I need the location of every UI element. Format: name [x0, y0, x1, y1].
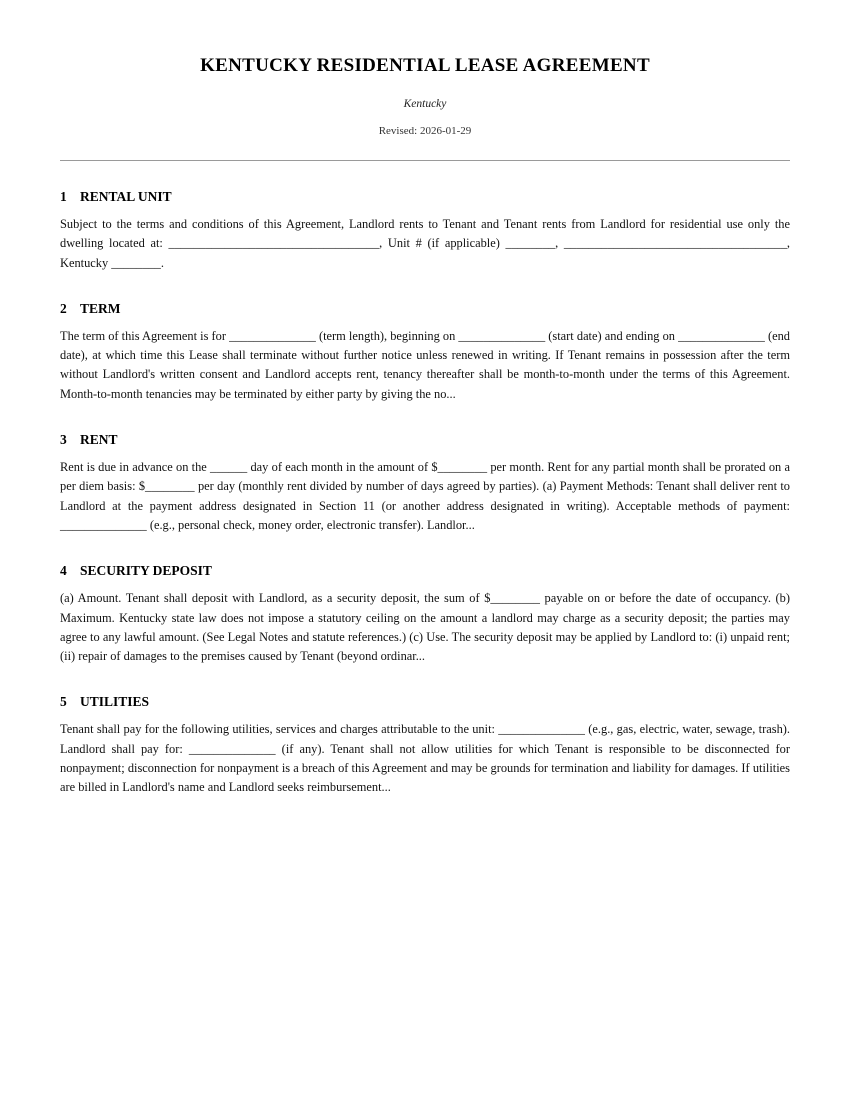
- section-term: [60, 300, 790, 404]
- section-body: Rent is due in advance on the ______ day of each month in the amount of $________ per month. Rent for any partial month shall be prorated on a per diem basis: $________ per day (monthly rent divided by number of days agreed by parties). (a) Payment Methods: Tenant shall deliver rent to Landlord at the payment address designated in Section 11 (or another address designated in writing). Acceptable methods of payment: ______________ (e.g., personal check, money order, electronic transfer). Landlor...: [60, 460, 790, 532]
- section-number: 5: [60, 694, 67, 710]
- section-body: Tenant shall pay for the following utilities, services and charges attributable to the unit: ______________ (e.g., gas, electric, water, sewage, trash). Landlord shall pay for: ______________ (if any). Tenant shall not allow utilities for which Tenant is responsible to be disconnected for nonpayment; disconnection for nonpayment is a breach of this Agreement and may be grounds for termination and liability for damages. If utilities are billed in Landlord's name and Landlord seeks reimbursement...: [60, 722, 790, 795]
- revision-date: Revised: 2026-01-29: [378, 125, 472, 137]
- section-body: (a) Amount. Tenant shall deposit with Landlord, as a security deposit, the sum of $________ payable on or before the date of occupancy. (b) Maximum. Kentucky state law does not impose a statutory ceiling on the amount a landlord may charge as a security deposit; the parties may agree to any lawful amount. (See Legal Notes and statute references.) (c) Use. The security deposit may be applied by Landlord to: (i) unpaid rent; (ii) repair of damages to the premises caused by Tenant (beyond ordinar...: [60, 591, 790, 664]
- section-rent: [60, 431, 790, 535]
- section-heading: [60, 188, 790, 205]
- section-number: 4: [60, 563, 67, 579]
- section-title: SECURITY DEPOSIT: [80, 563, 212, 579]
- section-title: UTILITIES: [80, 694, 150, 710]
- section-body: The term of this Agreement is for ______________ (term length), beginning on ______________ (start date) and ending on ______________ (end date), at which time this Lease shall terminate without further notice unless renewed in writing. If Tenant remains in possession after the term without Landlord's written consent and Landlord accepts rent, tenancy thereafter shall be month-to-month under the terms of this Agreement. Month-to-month tenancies may be terminated by either party by giving the no...: [60, 328, 790, 401]
- section-title: RENTAL UNIT: [80, 189, 172, 204]
- section-number: 1: [60, 189, 67, 204]
- section-number: 2: [60, 300, 67, 316]
- doc-subtitle: Kentucky: [403, 98, 447, 110]
- section-rental-unit: [60, 188, 790, 273]
- section-title: TERM: [80, 300, 121, 316]
- header-divider: [60, 160, 790, 161]
- section-heading: [60, 431, 790, 448]
- section-security-deposit: [60, 562, 790, 666]
- section-heading: [60, 693, 790, 710]
- page-title: KENTUCKY RESIDENTIAL LEASE AGREEMENT: [200, 55, 650, 76]
- section-heading: [60, 300, 790, 317]
- section-body: Subject to the terms and conditions of this Agreement, Landlord rents to Tenant and Tenant rents from Landlord for residential use only the dwelling located at: __________________________________, Unit # (if applicable) ________, ____________________________________, Kentucky ________.: [60, 217, 790, 270]
- section-number: 3: [60, 432, 67, 448]
- section-utilities: [60, 693, 790, 797]
- section-heading: [60, 562, 790, 579]
- section-title: RENT: [80, 432, 118, 448]
